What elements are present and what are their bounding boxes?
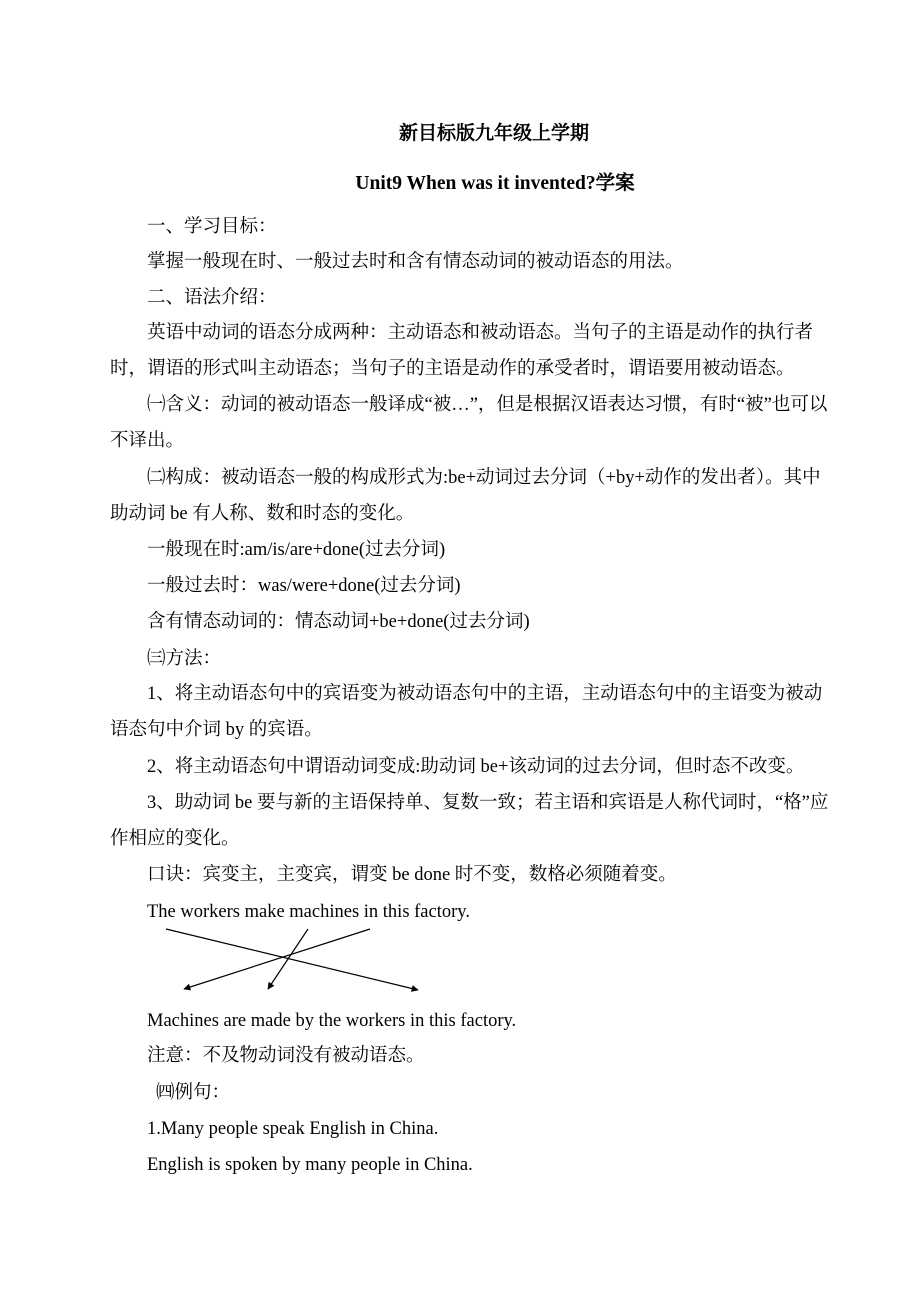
form-modal: 含有情态动词的：情态动词+be+done(过去分词): [147, 612, 530, 632]
method3-line: 作相应的变化。: [110, 829, 240, 849]
example1-passive: English is spoken by many people in China.: [147, 1155, 473, 1175]
form-line: ㈡构成：被动语态一般的构成形式为:be+动词过去分词（+by+动作的发出者）。其中: [147, 468, 821, 488]
intro-line: 英语中动词的语态分成两种：主动语态和被动语态。当句子的主语是动作的执行者: [147, 323, 814, 343]
form-present: 一般现在时:am/is/are+done(过去分词): [147, 540, 446, 560]
form-past: 一般过去时：was/were+done(过去分词): [147, 576, 461, 596]
examples-heading: ㈣例句：: [156, 1083, 231, 1103]
document-subtitle: Unit9 When was it invented?学案: [355, 173, 635, 194]
passive-sentence: Machines are made by the workers in this factory.: [147, 1011, 517, 1031]
mnemonic: 口诀：宾变主，主变宾，谓变 be done 时不变，数格必须随着变。: [147, 865, 677, 885]
example1-active: 1.Many people speak English in China.: [147, 1119, 439, 1139]
document-title: 新目标版九年级上学期: [398, 123, 589, 144]
intro-line: 时，谓语的形式叫主动语态；当句子的主语是动作的承受者时，谓语要用被动语态。: [110, 359, 795, 379]
method2: 2、将主动语态句中谓语动词变成:助动词 be+该动词的过去分词，但时态不改变。: [147, 757, 805, 777]
section1-text: 掌握一般现在时、一般过去时和含有情态动词的被动语态的用法。: [147, 252, 684, 272]
note: 注意：不及物动词没有被动语态。: [147, 1046, 425, 1066]
method1-line: 1、将主动语态句中的宾语变为被动语态句中的主语，主动语态句中的主语变为被动: [147, 684, 823, 704]
arrow-object-to-subject: [184, 929, 370, 989]
section2-heading: 二、语法介绍：: [147, 288, 277, 308]
form-line: 助动词 be 有人称、数和时态的变化。: [110, 504, 415, 524]
arrow-verb: [268, 929, 308, 989]
meaning-line: ㈠含义：动词的被动语态一般译成“被…”，但是根据汉语表达习惯，有时“被”也可以: [147, 395, 828, 415]
section1-heading: 一、学习目标：: [147, 217, 277, 237]
meaning-line: 不译出。: [110, 431, 185, 451]
method-heading: ㈢方法：: [147, 649, 222, 669]
method3-line: 3、助动词 be 要与新的主语保持单、复数一致；若主语和宾语是人称代词时，“格”应: [147, 793, 829, 813]
arrow-subject-to-object: [166, 929, 418, 990]
method1-line: 语态句中介词 by 的宾语。: [110, 720, 323, 740]
active-sentence: The workers make machines in this factory.: [147, 902, 470, 922]
